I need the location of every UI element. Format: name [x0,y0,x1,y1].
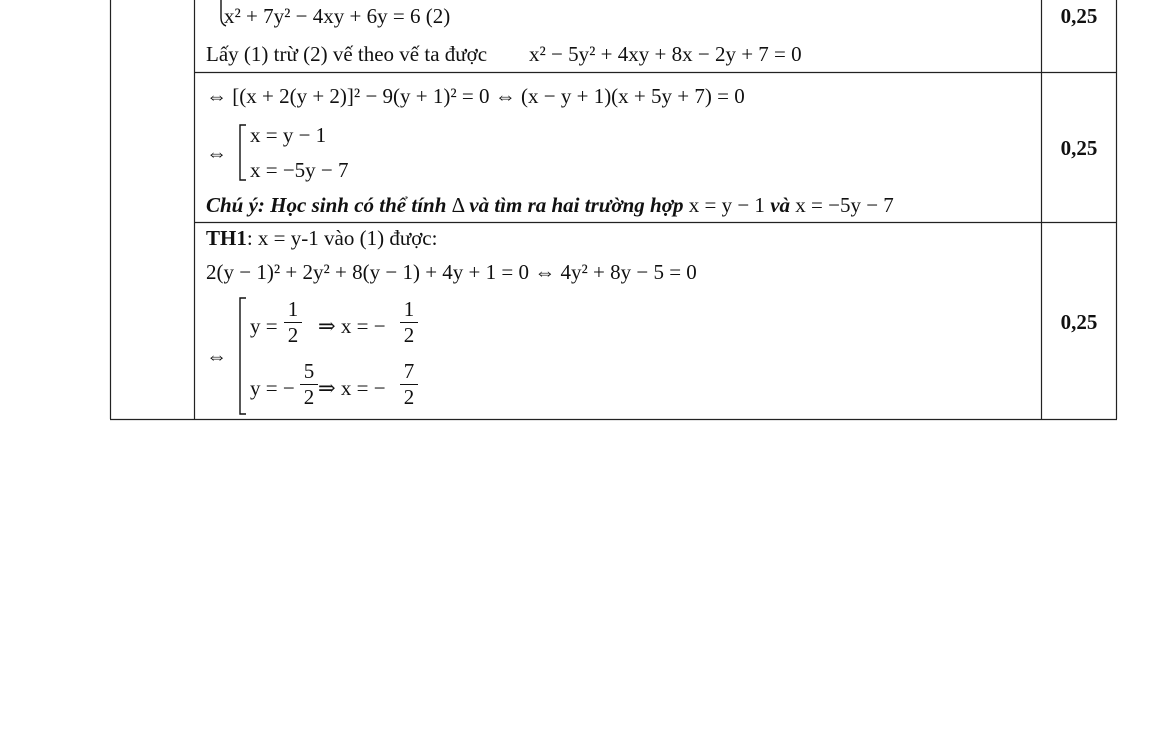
sol2-y-denominator: 2 [303,385,315,409]
sol1-x-fraction [400,299,418,346]
note-label: Chú ý: Học sinh có thể tính [206,193,447,217]
sol2-x-fraction [400,361,418,408]
sol1-x-numerator: 1 [403,297,415,321]
equation-2: x² + 7y² − 4xy + 6y = 6 (2) [224,4,451,28]
th1-label: TH1 [206,226,247,250]
sol2-y-fraction [300,361,318,408]
sol1-y-numerator: 1 [287,297,299,321]
sol2-y-label: y = − [250,376,295,400]
subtract-text: Lấy (1) trừ (2) vế theo vế ta được [206,42,488,66]
score-row-1: 0,25 [1060,4,1098,28]
sol2-y-numerator: 5 [303,359,315,383]
factor-equation: ⇔ [(x + 2(y + 2)]² − 9(y + 1)² = 0 ⇔ (x − y + 1)(x + 5y + 7) = 0 [206,84,745,108]
iff-symbol: ⇔ [206,141,227,165]
note-case-b: x = −5y − 7 [795,193,894,217]
subtract-result: x² − 5y² + 4xy + 8x − 2y + 7 = 0 [529,42,802,66]
case-th1-line [206,228,437,249]
sol1-y-label: y = [250,314,278,338]
sol1-x-label: ⇒ x = − [318,314,386,338]
score-row-3: 0,25 [1060,310,1098,334]
th1-text: : x = y-1 vào (1) được: [246,226,438,250]
note-mid: và tìm ra hai trường hợp [469,193,684,217]
case-bracket-row3 [240,298,246,414]
note-line [206,195,894,216]
sol2-x-numerator: 7 [403,359,415,383]
note-case-a: x = y − 1 [688,193,765,217]
expanded-equation: 2(y − 1)² + 2y² + 8(y − 1) + 4y + 1 = 0 ⇔ 4y² + 8y − 5 = 0 [206,260,697,284]
score-row-2: 0,25 [1060,136,1098,160]
sol1-x-denominator: 2 [403,323,415,347]
sol1-y-denominator: 2 [287,323,299,347]
case-x-eq-y-minus-1: x = y − 1 [250,123,327,147]
case-x-eq-minus5y-minus-7: x = −5y − 7 [250,158,349,182]
iff-symbol-row3: ⇔ [206,344,227,368]
sol2-x-label: ⇒ x = − [318,376,386,400]
sol2-x-denominator: 2 [403,385,415,409]
note-delta: Δ [451,193,464,217]
sol1-y-fraction [284,299,302,346]
case-bracket-row2 [240,125,246,180]
note-and: và [770,193,791,217]
